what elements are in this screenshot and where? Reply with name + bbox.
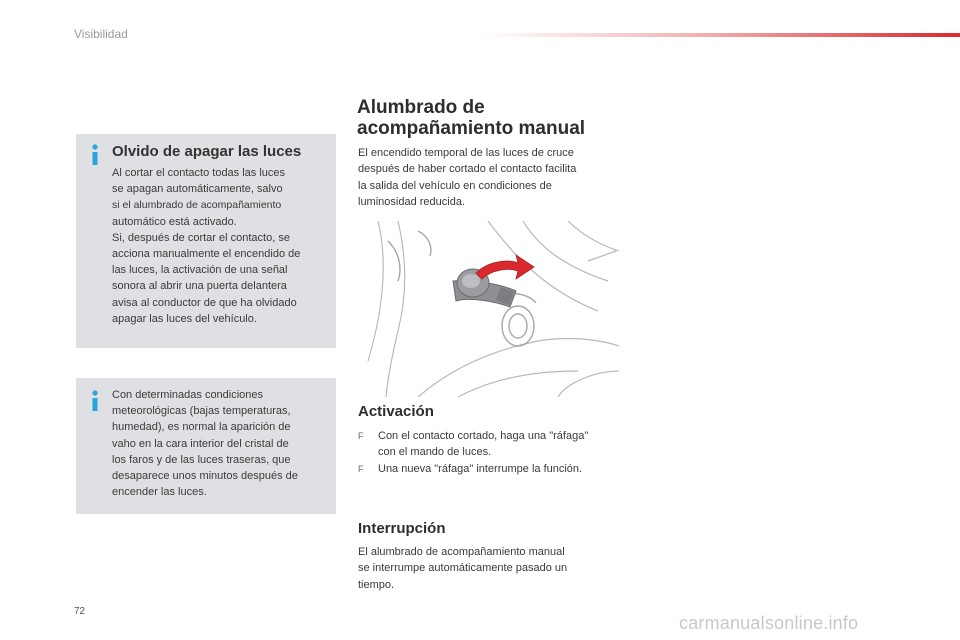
light-stalk-illustration (358, 221, 619, 397)
page-title: Alumbrado de acompañamiento manual (357, 97, 586, 139)
header-accent-bar (480, 33, 960, 37)
info-box-condensation (76, 378, 336, 514)
page-number: 72 (74, 606, 86, 617)
info-box-title: Olvido de apagar las luces (112, 143, 302, 160)
list-item: F Una nueva "ráfaga" interrumpe la función. (358, 461, 628, 477)
list-item: F Con el contacto cortado, haga una "ráfaga" con el mando de luces. (358, 430, 589, 459)
info-icon (90, 144, 100, 166)
info-box-text: Con determinadas condiciones meteorológicas (bajas temperaturas, humedad), es normal la aparición de vaho en la cara interior del cristal de los faros y de las luces traseras, que desaparece unos minutos después de encender las luces. (112, 389, 298, 499)
bullet-mark: F (358, 431, 364, 441)
interruption-heading: Interrupción (358, 520, 446, 537)
interruption-paragraph: El alumbrado de acompañamiento manual se interrumpe automáticamente pasado un tiempo. (358, 546, 568, 591)
activation-list (358, 428, 628, 477)
info-box-forgot-lights (76, 134, 336, 348)
intro-paragraph: El encendido temporal de las luces de cruce después de haber cortado el contacto facilita la salida del vehículo en condiciones de luminosidad reducida. (358, 147, 577, 208)
info-box-text: Al cortar el contacto todas las luces se apagan automáticamente, salvo si el alumbrado de acompañamiento automático está activado. Si, después de cortar el contacto, se acciona manualmente el encendido de las luces, la activación de una señal sonora al abrir una puerta delantera avisa al conductor de que ha olvidado apagar las luces del vehículo. (112, 167, 301, 325)
watermark: carmanualsonline.info (679, 613, 859, 633)
section-title: Visibilidad (74, 27, 128, 41)
activation-heading: Activación (358, 403, 434, 420)
bullet-mark: F (358, 463, 364, 474)
info-icon (90, 390, 100, 412)
